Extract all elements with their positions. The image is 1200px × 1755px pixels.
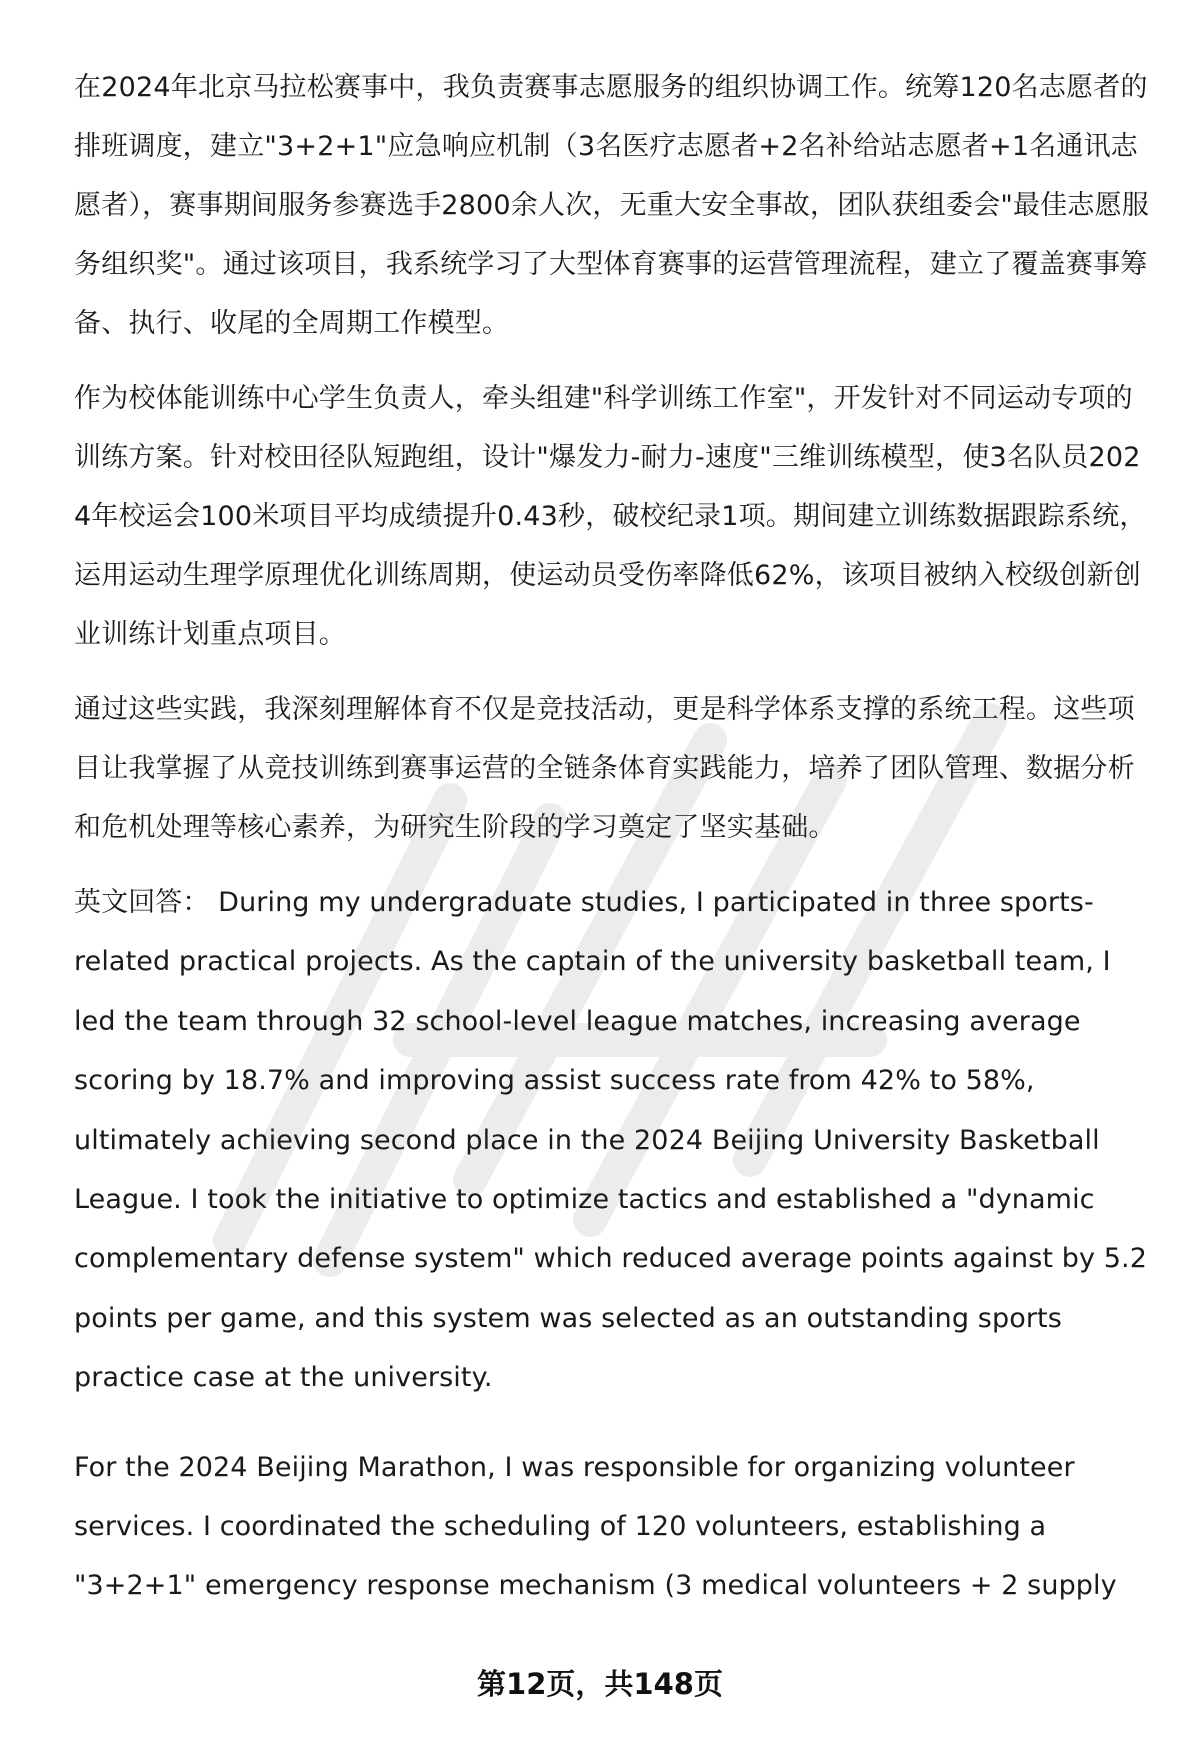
document-body — [74, 58, 1154, 1646]
paragraph-zh-3: 通过这些实践，我深刻理解体育不仅是竞技活动，更是科学体系支撑的系统工程。这些项目让我掌握了从竞技训练到赛事运营的全链条体育实践能力，培养了团队管理、数据分析和危机处理等核心素养，为研究生阶段的学习奠定了坚实基础。 — [74, 694, 1135, 843]
paragraph-en-1: 英文回答： During my undergraduate studies, I participated in three sports-related practical projects. As the captain of the university basketball team, I led the team through 32 school-level league matches, increasing average scoring by 18.7% and improving assist success rate from 42% to 58%, ultimately achieving second place in the 2024 Beijing University Basketball League. I took the initiative to optimize tactics and established a "dynamic complementary defense system" which reduced average points against by 5.2 points per game, and this system was selected as an outstanding sports practice case at the university. — [74, 887, 1148, 1394]
paragraph-zh-2: 作为校体能训练中心学生负责人，牵头组建"科学训练工作室"，开发针对不同运动专项的训练方案。针对校田径队短跑组，设计"爆发力-耐力-速度"三维训练模型，使3名队员2024年校运会100米项目平均成绩提升0.43秒，破校纪录1项。期间建立训练数据跟踪系统，运用运动生理学原理优化训练周期，使运动员受伤率降低62%，该项目被纳入校级创新创业训练计划重点项目。 — [74, 383, 1147, 650]
page-number-footer: 第12页，共148页 — [477, 1667, 723, 1701]
paragraph-en-2: For the 2024 Beijing Marathon, I was responsible for organizing volunteer services. I coordinated the scheduling of 120 volunteers, establishing a "3+2+1" emergency response mechanism (3 medical volunteers + 2 supply — [74, 1451, 1117, 1602]
paragraph-zh-1: 在2024年北京马拉松赛事中，我负责赛事志愿服务的组织协调工作。统筹120名志愿者的排班调度，建立"3+2+1"应急响应机制（3名医疗志愿者+2名补给站志愿者+1名通讯志愿者），赛事期间服务参赛选手2800余人次，无重大安全事故，团队获组委会"最佳志愿服务组织奖"。通过该项目，我系统学习了大型体育赛事的运营管理流程，建立了覆盖赛事筹备、执行、收尾的全周期工作模型。 — [74, 72, 1150, 339]
